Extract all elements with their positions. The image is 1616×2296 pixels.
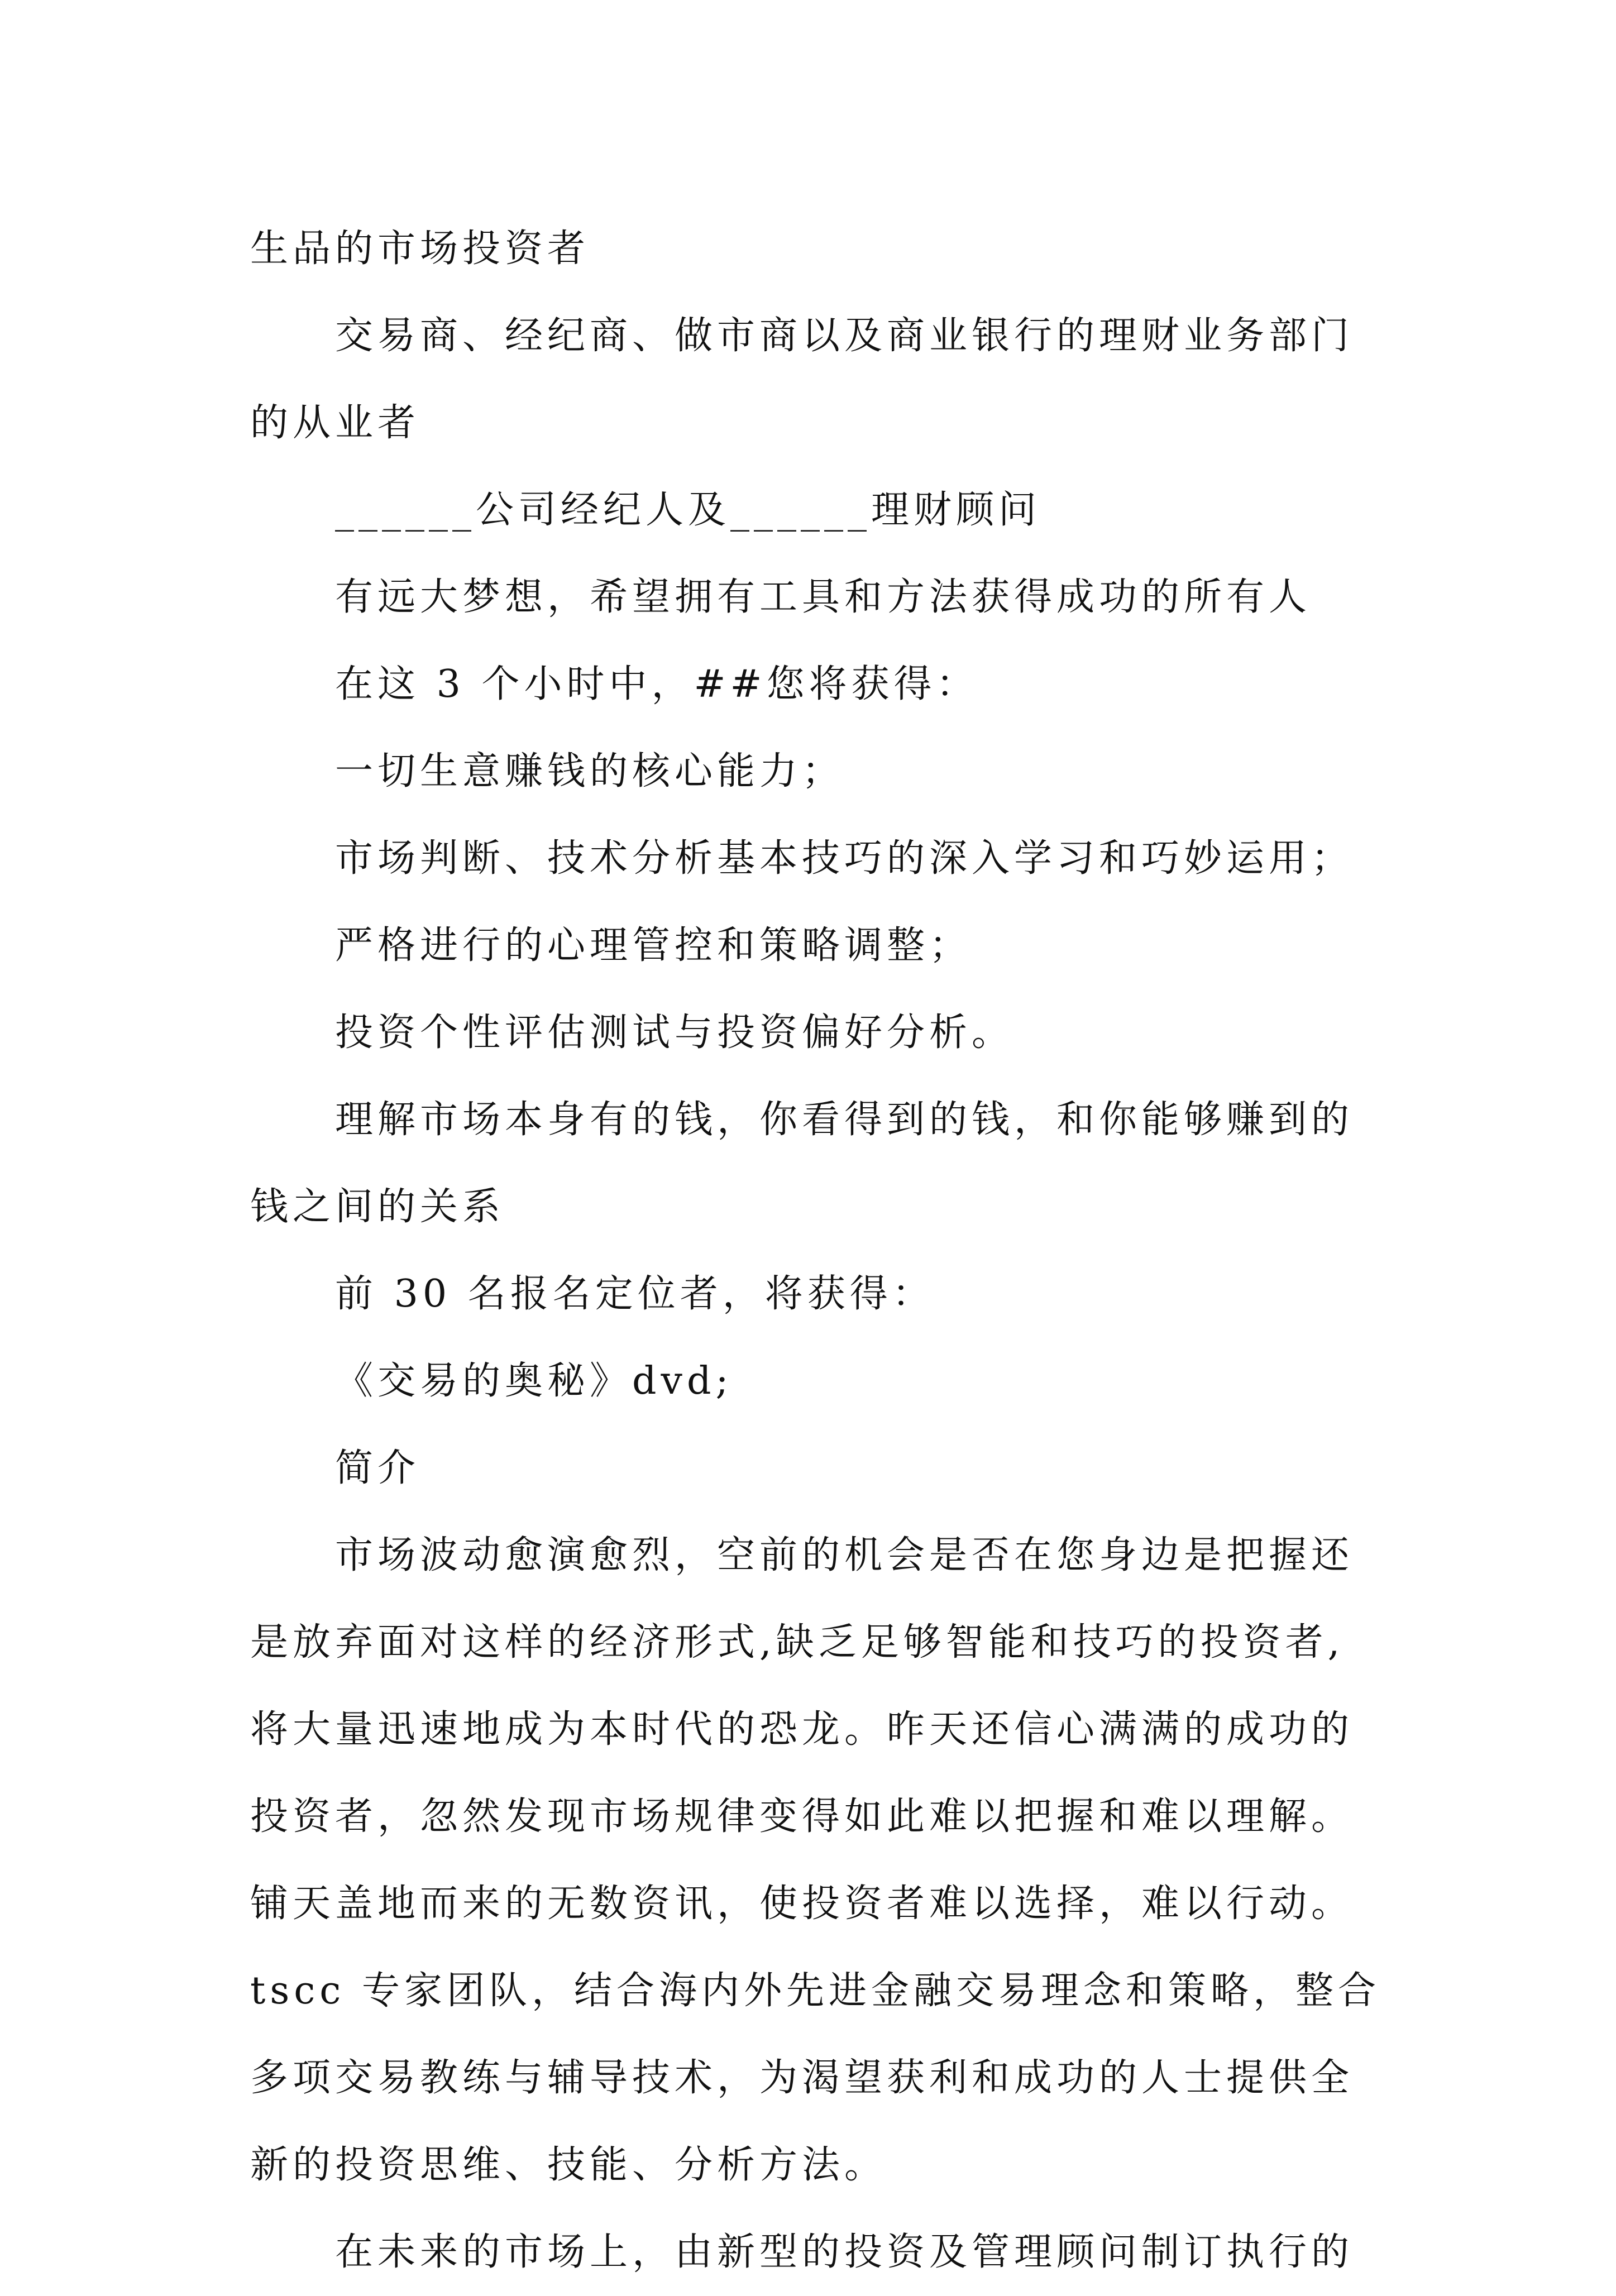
text-line: 投资个性评估测试与投资偏好分析。 <box>335 1011 1015 1055</box>
text-line: 市场判断、技术分析基本技巧的深入学习和巧妙运用； <box>335 836 1354 881</box>
text-line: ______公司经纪人及______理财顾问 <box>335 488 1041 532</box>
text-line: 在未来的市场上，由新型的投资及管理顾问制订执行的 <box>335 2230 1354 2274</box>
document-body <box>250 205 1381 2296</box>
text-line: 新的投资思维、技能、分析方法。 <box>250 2143 887 2187</box>
text-line: 是放弃面对这样的经济形式,缺乏足够智能和技巧的投资者, <box>250 1620 1345 1664</box>
text-line: 将大量迅速地成为本时代的恐龙。昨天还信心满满的成功的 <box>250 1707 1354 1752</box>
text-line: 市场波动愈演愈烈，空前的机会是否在您身边是把握还 <box>335 1533 1354 1577</box>
text-line: 在这 3 个小时中，##您将获得： <box>335 662 979 706</box>
text-line: 铺天盖地而来的无数资讯，使投资者难以选择，难以行动。 <box>250 1882 1354 1926</box>
text-line: 多项交易教练与辅导技术，为渴望获利和成功的人士提供全 <box>250 2056 1354 2100</box>
text-line: 交易商、经纪商、做市商以及商业银行的理财业务部门 <box>335 314 1354 358</box>
text-line: 钱之间的关系 <box>250 1185 505 1229</box>
text-line: 理解市场本身有的钱，你看得到的钱，和你能够赚到的 <box>335 1098 1354 1142</box>
text-line: 一切生意赚钱的核心能力； <box>335 749 845 793</box>
text-line: 有远大梦想，希望拥有工具和方法获得成功的所有人 <box>335 575 1312 619</box>
text-line: tscc 专家团队，结合海内外先进金融交易理念和策略，整合 <box>250 1969 1381 2013</box>
text-line: 生品的市场投资者 <box>250 227 590 271</box>
text-line: 投资者，忽然发现市场规律变得如此难以把握和难以理解。 <box>250 1795 1354 1839</box>
text-line: 的从业者 <box>250 401 420 445</box>
text-line: 《交易的奥秘》dvd; <box>335 1359 733 1403</box>
text-line: 前 30 名报名定位者，将获得： <box>335 1272 935 1316</box>
section-heading: 简介 <box>335 1446 420 1490</box>
text-line: 严格进行的心理管控和策略调整； <box>335 924 972 968</box>
